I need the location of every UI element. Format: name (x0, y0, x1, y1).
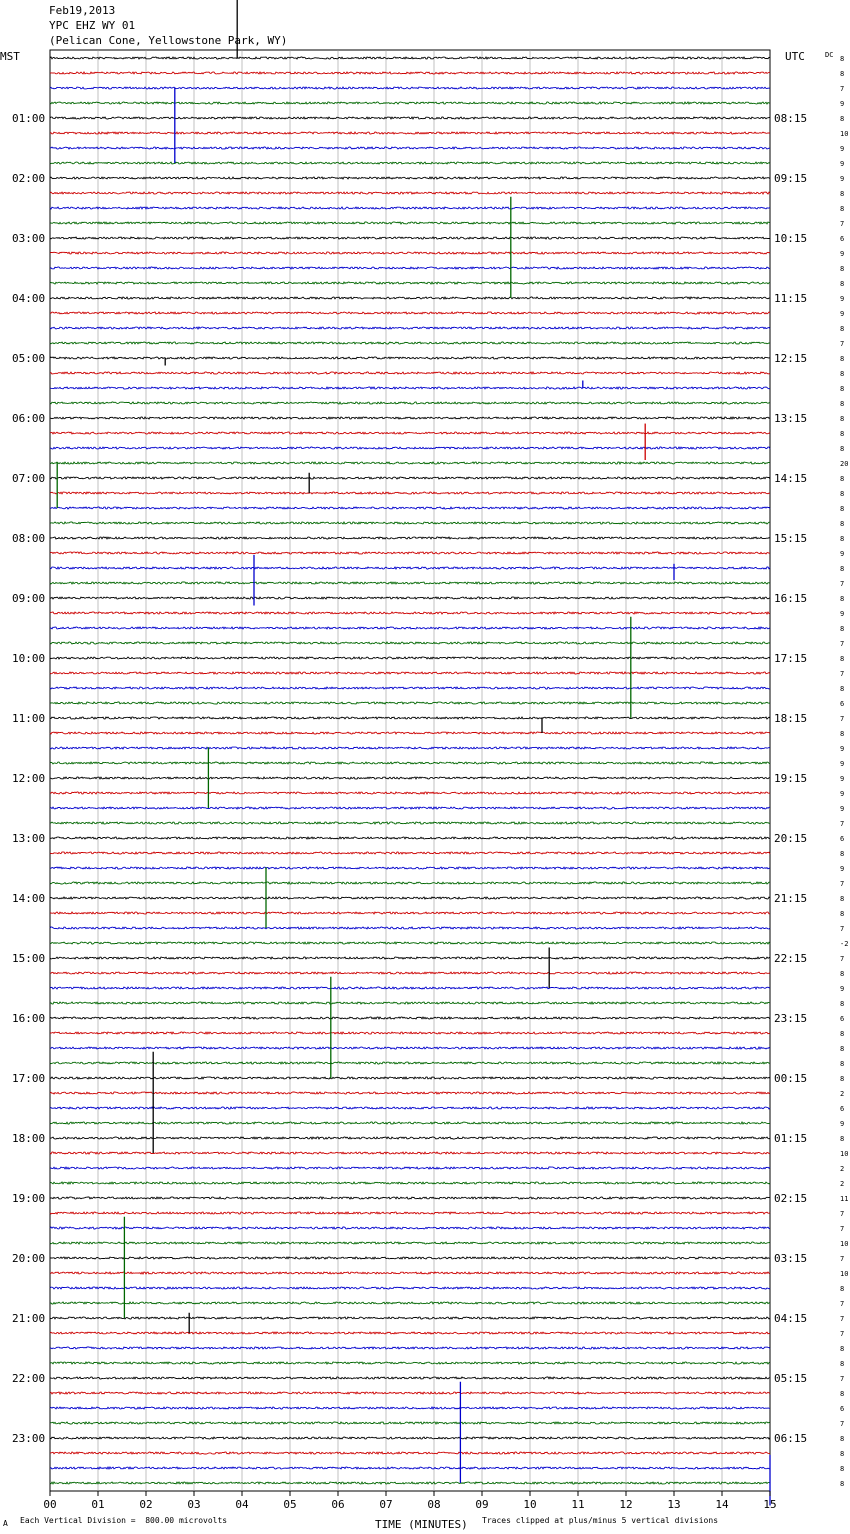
dc-offset-label: 8 (840, 1360, 845, 1368)
dc-offset-label: 8 (840, 595, 845, 603)
trace-line (50, 1032, 770, 1034)
x-tick-label: 03 (187, 1498, 201, 1511)
mst-hour-label: 22:00 (12, 1372, 46, 1385)
trace-line (50, 402, 770, 404)
dc-offset-label: 9 (840, 610, 845, 618)
trace-line (50, 1152, 770, 1154)
dc-offset-label: 8 (840, 625, 845, 633)
x-tick-label: 10 (523, 1498, 537, 1511)
dc-offset-label: 9 (840, 775, 845, 783)
dc-offset-label: 9 (840, 250, 845, 258)
mst-hour-label: 07:00 (12, 472, 46, 485)
x-tick-label: 15 (763, 1498, 777, 1511)
trace-line (50, 462, 770, 464)
dc-offset-label: 9 (840, 295, 845, 303)
utc-hour-label: 13:15 (774, 412, 808, 425)
dc-offset-label: 9 (840, 145, 845, 153)
dc-offset-label: 8 (840, 685, 845, 693)
trace-line (50, 417, 770, 419)
utc-hour-label: 23:15 (774, 1012, 808, 1025)
dc-offset-label: 8 (840, 445, 845, 453)
dc-offset-label: 8 (840, 1480, 845, 1488)
trace-line (50, 1257, 770, 1259)
dc-offset-label: 10 (840, 1270, 849, 1278)
trace-line (50, 672, 770, 674)
utc-hour-label: 01:15 (774, 1132, 808, 1145)
dc-offset-label: 9 (840, 310, 845, 318)
trace-line (50, 372, 770, 374)
trace-line (50, 342, 770, 344)
mst-hour-label: 02:00 (12, 172, 46, 185)
trace-line (50, 867, 770, 869)
trace-line (50, 522, 770, 524)
trace-line (50, 897, 770, 899)
mst-hour-label: 23:00 (12, 1432, 46, 1445)
dc-offset-label: 9 (840, 1120, 845, 1128)
dc-offset-label: 10 (840, 1240, 849, 1248)
dc-offset-label: 8 (840, 730, 845, 738)
left-timezone-label: MST (0, 50, 20, 63)
trace-line (50, 822, 770, 824)
dc-offset-label: 7 (840, 1420, 845, 1428)
trace-line (50, 957, 770, 959)
trace-line (50, 222, 770, 224)
utc-hour-label: 22:15 (774, 952, 808, 965)
mst-hour-label: 09:00 (12, 592, 46, 605)
trace-line (50, 147, 770, 149)
trace-line (50, 747, 770, 749)
x-tick-label: 14 (715, 1498, 729, 1511)
mst-hour-label: 12:00 (12, 772, 46, 785)
dc-offset-label: 8 (840, 970, 845, 978)
dc-offset-label: 8 (840, 385, 845, 393)
corner-mark: A (3, 1519, 8, 1528)
trace-line (50, 447, 770, 449)
dc-offset-label: 8 (840, 325, 845, 333)
x-tick-label: 04 (235, 1498, 249, 1511)
trace-line (50, 117, 770, 119)
trace-line (50, 1422, 770, 1424)
dc-offset-label: 6 (840, 1105, 845, 1113)
mst-hour-label: 03:00 (12, 232, 46, 245)
dc-offset-label: 6 (840, 700, 845, 708)
dc-offset-label: 9 (840, 760, 845, 768)
trace-line (50, 567, 770, 569)
trace-line (50, 732, 770, 734)
trace-line (50, 912, 770, 914)
utc-hour-label: 03:15 (774, 1252, 808, 1265)
dc-offset-label: 9 (840, 550, 845, 558)
trace-line (50, 717, 770, 719)
trace-line (50, 642, 770, 644)
dc-offset-label: 8 (840, 1045, 845, 1053)
trace-line (50, 1002, 770, 1004)
dc-offset-label: 7 (840, 640, 845, 648)
dc-offset-label: 8 (840, 190, 845, 198)
x-tick-label: 12 (619, 1498, 633, 1511)
dc-label: DC (825, 51, 834, 59)
dc-offset-label: 2 (840, 1090, 845, 1098)
dc-offset-label: 7 (840, 1225, 845, 1233)
dc-offset-label: 6 (840, 1015, 845, 1023)
dc-offset-label: 9 (840, 985, 845, 993)
dc-offset-label: 8 (840, 565, 845, 573)
trace-line (50, 1392, 770, 1394)
dc-offset-label: 7 (840, 340, 845, 348)
trace-line (50, 1047, 770, 1049)
dc-offset-label: 8 (840, 535, 845, 543)
utc-hour-label: 17:15 (774, 652, 808, 665)
dc-offset-label: 7 (840, 85, 845, 93)
dc-offset-label: 8 (840, 1060, 845, 1068)
trace-line (50, 1122, 770, 1124)
dc-offset-label: 7 (840, 1315, 845, 1323)
trace-line (50, 582, 770, 584)
utc-hour-label: 09:15 (774, 172, 808, 185)
dc-offset-label: 7 (840, 925, 845, 933)
dc-offset-label: 7 (840, 1210, 845, 1218)
utc-hour-label: 04:15 (774, 1312, 808, 1325)
trace-line (50, 1242, 770, 1244)
trace-line (50, 777, 770, 779)
trace-line (50, 207, 770, 209)
right-timezone-label: UTC (785, 50, 805, 63)
trace-line (50, 1467, 770, 1469)
dc-offset-label: 8 (840, 1450, 845, 1458)
x-tick-label: 05 (283, 1498, 297, 1511)
dc-offset-label: 10 (840, 1150, 849, 1158)
trace-line (50, 1182, 770, 1184)
trace-line (50, 162, 770, 164)
trace-line (50, 1437, 770, 1439)
dc-offset-label: 8 (840, 115, 845, 123)
plot-date: Feb19,2013 (49, 4, 116, 17)
mst-hour-label: 14:00 (12, 892, 46, 905)
dc-offset-label: 8 (840, 355, 845, 363)
x-tick-label: 07 (379, 1498, 393, 1511)
dc-offset-label: 20 (840, 460, 849, 468)
dc-offset-label: 8 (840, 55, 845, 63)
dc-offset-label: 8 (840, 475, 845, 483)
dc-offset-label: 7 (840, 715, 845, 723)
dc-offset-label: 7 (840, 1375, 845, 1383)
utc-hour-label: 05:15 (774, 1372, 808, 1385)
trace-line (50, 432, 770, 434)
trace-line (50, 1347, 770, 1349)
dc-offset-label: 10 (840, 130, 849, 138)
trace-line (50, 387, 770, 389)
x-tick-label: 00 (43, 1498, 57, 1511)
dc-offset-label: 8 (840, 1345, 845, 1353)
trace-line (50, 192, 770, 194)
x-tick-label: 01 (91, 1498, 105, 1511)
x-axis-label: TIME (MINUTES) (375, 1518, 468, 1531)
trace-line (50, 792, 770, 794)
dc-offset-label: 7 (840, 580, 845, 588)
dc-offset-label: 6 (840, 235, 845, 243)
utc-hour-label: 12:15 (774, 352, 808, 365)
dc-offset-label: 8 (840, 265, 845, 273)
dc-offset-label: 8 (840, 505, 845, 513)
mst-hour-label: 10:00 (12, 652, 46, 665)
trace-line (50, 87, 770, 89)
dc-offset-label: 2 (840, 1165, 845, 1173)
x-tick-label: 11 (571, 1498, 585, 1511)
dc-offset-label: 9 (840, 175, 845, 183)
trace-line (50, 687, 770, 689)
dc-offset-label: 8 (840, 1030, 845, 1038)
trace-line (50, 282, 770, 284)
trace-line (50, 1272, 770, 1274)
dc-offset-label: 8 (840, 490, 845, 498)
trace-line (50, 627, 770, 629)
dc-offset-label: 8 (840, 895, 845, 903)
dc-offset-label: 8 (840, 910, 845, 918)
trace-line (50, 1377, 770, 1379)
utc-hour-label: 20:15 (774, 832, 808, 845)
x-tick-label: 06 (331, 1498, 345, 1511)
mst-hour-label: 11:00 (12, 712, 46, 725)
dc-offset-label: 9 (840, 805, 845, 813)
trace-line (50, 1062, 770, 1064)
mst-hour-label: 01:00 (12, 112, 46, 125)
trace-line (50, 537, 770, 539)
trace-line (50, 1482, 770, 1484)
trace-line (50, 762, 770, 764)
trace-line (50, 1017, 770, 1019)
trace-line (50, 1317, 770, 1319)
trace-line (50, 1227, 770, 1229)
trace-line (50, 57, 770, 59)
trace-line (50, 1137, 770, 1139)
mst-hour-label: 08:00 (12, 532, 46, 545)
dc-offset-label: 8 (840, 850, 845, 858)
utc-hour-label: 18:15 (774, 712, 808, 725)
station-id: YPC EHZ WY 01 (49, 19, 136, 32)
station-location: (Pelican Cone, Yellowstone Park, WY) (49, 34, 288, 47)
trace-line (50, 237, 770, 239)
trace-line (50, 267, 770, 269)
trace-line (50, 1362, 770, 1364)
mst-hour-label: 04:00 (12, 292, 46, 305)
trace-line (50, 882, 770, 884)
trace-line (50, 1212, 770, 1214)
x-tick-label: 02 (139, 1498, 153, 1511)
mst-hour-label: 05:00 (12, 352, 46, 365)
trace-line (50, 1107, 770, 1109)
dc-offset-label: 8 (840, 400, 845, 408)
trace-line (50, 987, 770, 989)
dc-offset-label: 8 (840, 415, 845, 423)
trace-line (50, 357, 770, 359)
dc-offset-label: 9 (840, 745, 845, 753)
utc-hour-label: 14:15 (774, 472, 808, 485)
dc-offset-label: 7 (840, 1330, 845, 1338)
trace-line (50, 477, 770, 479)
trace-line (50, 612, 770, 614)
dc-offset-label: 8 (840, 1135, 845, 1143)
dc-offset-label: 8 (840, 70, 845, 78)
utc-hour-label: 21:15 (774, 892, 808, 905)
dc-offset-label: 2 (840, 1180, 845, 1188)
trace-line (50, 72, 770, 74)
dc-offset-label: 8 (840, 1435, 845, 1443)
trace-line (50, 1092, 770, 1094)
utc-hour-label: 08:15 (774, 112, 808, 125)
dc-offset-label: 7 (840, 1255, 845, 1263)
utc-hour-label: 06:15 (774, 1432, 808, 1445)
dc-offset-label: 9 (840, 100, 845, 108)
dc-offset-label: 9 (840, 160, 845, 168)
mst-hour-label: 21:00 (12, 1312, 46, 1325)
utc-hour-label: 02:15 (774, 1192, 808, 1205)
dc-offset-label: 7 (840, 955, 845, 963)
trace-line (50, 927, 770, 929)
trace-line (50, 942, 770, 944)
plot-frame (50, 50, 770, 1491)
trace-line (50, 1407, 770, 1409)
x-tick-label: 09 (475, 1498, 489, 1511)
trace-line (50, 177, 770, 179)
dc-offset-label: 7 (840, 880, 845, 888)
trace-line (50, 1332, 770, 1334)
trace-line (50, 657, 770, 659)
trace-line (50, 852, 770, 854)
dc-offset-label: 8 (840, 1075, 845, 1083)
mst-hour-label: 20:00 (12, 1252, 46, 1265)
mst-hour-label: 19:00 (12, 1192, 46, 1205)
dc-offset-label: -2 (840, 940, 849, 948)
trace-line (50, 597, 770, 599)
utc-hour-label: 15:15 (774, 532, 808, 545)
dc-offset-label: 8 (840, 655, 845, 663)
trace-line (50, 252, 770, 254)
utc-hour-label: 16:15 (774, 592, 808, 605)
trace-line (50, 297, 770, 299)
dc-offset-label: 7 (840, 1300, 845, 1308)
trace-line (50, 312, 770, 314)
mst-hour-label: 06:00 (12, 412, 46, 425)
utc-hour-label: 10:15 (774, 232, 808, 245)
dc-offset-label: 7 (840, 670, 845, 678)
dc-offset-label: 7 (840, 820, 845, 828)
trace-line (50, 1452, 770, 1454)
trace-line (50, 972, 770, 974)
dc-offset-label: 6 (840, 835, 845, 843)
clip-note: Traces clipped at plus/minus 5 vertical divisions (482, 1516, 719, 1525)
trace-line (50, 1287, 770, 1289)
x-tick-label: 13 (667, 1498, 681, 1511)
dc-offset-label: 8 (840, 520, 845, 528)
trace-line (50, 807, 770, 809)
scale-note: Each Vertical Division = 800.00 microvolts (20, 1516, 228, 1525)
trace-line (50, 837, 770, 839)
trace-line (50, 1077, 770, 1079)
trace-line (50, 552, 770, 554)
trace-line (50, 492, 770, 494)
dc-offset-label: 6 (840, 1405, 845, 1413)
utc-hour-label: 19:15 (774, 772, 808, 785)
x-tick-label: 08 (427, 1498, 441, 1511)
utc-hour-label: 00:15 (774, 1072, 808, 1085)
dc-offset-label: 8 (840, 1465, 845, 1473)
dc-offset-label: 8 (840, 430, 845, 438)
trace-line (50, 1197, 770, 1199)
trace-line (50, 507, 770, 509)
mst-hour-label: 18:00 (12, 1132, 46, 1145)
dc-offset-label: 8 (840, 1285, 845, 1293)
trace-line (50, 1302, 770, 1304)
utc-hour-label: 11:15 (774, 292, 808, 305)
dc-offset-label: 7 (840, 220, 845, 228)
trace-line (50, 102, 770, 104)
mst-hour-label: 16:00 (12, 1012, 46, 1025)
dc-offset-label: 8 (840, 205, 845, 213)
trace-line (50, 327, 770, 329)
dc-offset-label: 8 (840, 370, 845, 378)
dc-offset-label: 8 (840, 280, 845, 288)
dc-offset-label: 8 (840, 1000, 845, 1008)
mst-hour-label: 17:00 (12, 1072, 46, 1085)
dc-offset-label: 9 (840, 790, 845, 798)
mst-hour-label: 15:00 (12, 952, 46, 965)
trace-line (50, 132, 770, 134)
dc-offset-label: 8 (840, 1390, 845, 1398)
trace-line (50, 702, 770, 704)
trace-line (50, 1167, 770, 1169)
dc-offset-label: 11 (840, 1195, 849, 1203)
mst-hour-label: 13:00 (12, 832, 46, 845)
dc-offset-label: 9 (840, 865, 845, 873)
